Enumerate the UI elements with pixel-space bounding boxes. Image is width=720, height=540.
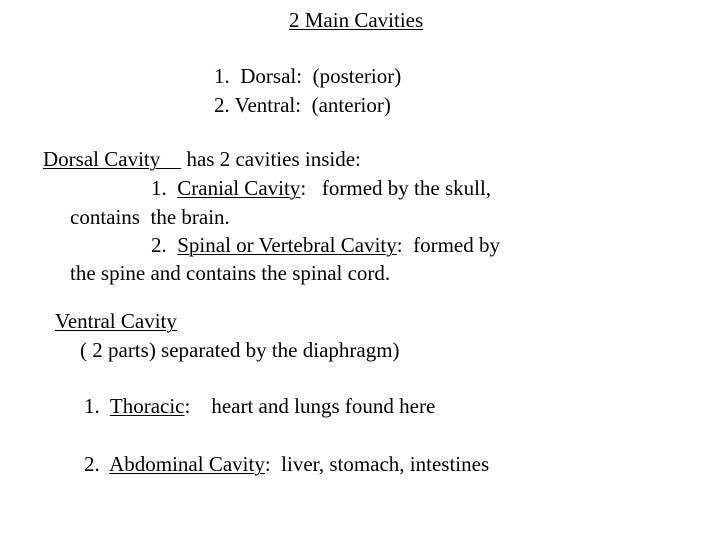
item-description: : formed by [396, 233, 500, 257]
page-title: 2 Main Cavities [289, 8, 424, 32]
item-description: : formed by the skull, [300, 176, 492, 200]
dorsal-heading-rest: has 2 cavities inside: [181, 147, 361, 171]
item-number: 2. [84, 452, 110, 476]
item-number: 1. [84, 394, 110, 418]
dorsal-item-spinal [151, 231, 500, 260]
abdominal-cavity-term: Abdominal Cavity [109, 452, 265, 476]
item-number: 1. [151, 176, 178, 200]
ventral-item-abdominal [84, 450, 489, 479]
dorsal-item-cranial-continued: contains the brain. [70, 205, 230, 229]
dorsal-item-cranial [151, 174, 491, 203]
dorsal-heading: Dorsal Cavity [43, 147, 182, 171]
ventral-subtitle: ( 2 parts) separated by the diaphragm) [80, 338, 400, 362]
main-list-item-ventral: 2. Ventral: (anterior) [214, 93, 391, 117]
dorsal-heading-line [43, 145, 361, 174]
cranial-cavity-term: Cranial Cavity [177, 176, 301, 200]
dorsal-item-spinal-continued: the spine and contains the spinal cord. [70, 261, 391, 285]
item-number: 2. [151, 233, 178, 257]
ventral-heading: Ventral Cavity [55, 309, 177, 333]
main-list-item-dorsal: 1. Dorsal: (posterior) [214, 64, 402, 88]
ventral-item-thoracic [84, 392, 435, 421]
item-description: : liver, stomach, intestines [264, 452, 490, 476]
item-description: : heart and lungs found here [184, 394, 436, 418]
thoracic-term: Thoracic [109, 394, 185, 418]
spinal-cavity-term: Spinal or Vertebral Cavity [177, 233, 397, 257]
